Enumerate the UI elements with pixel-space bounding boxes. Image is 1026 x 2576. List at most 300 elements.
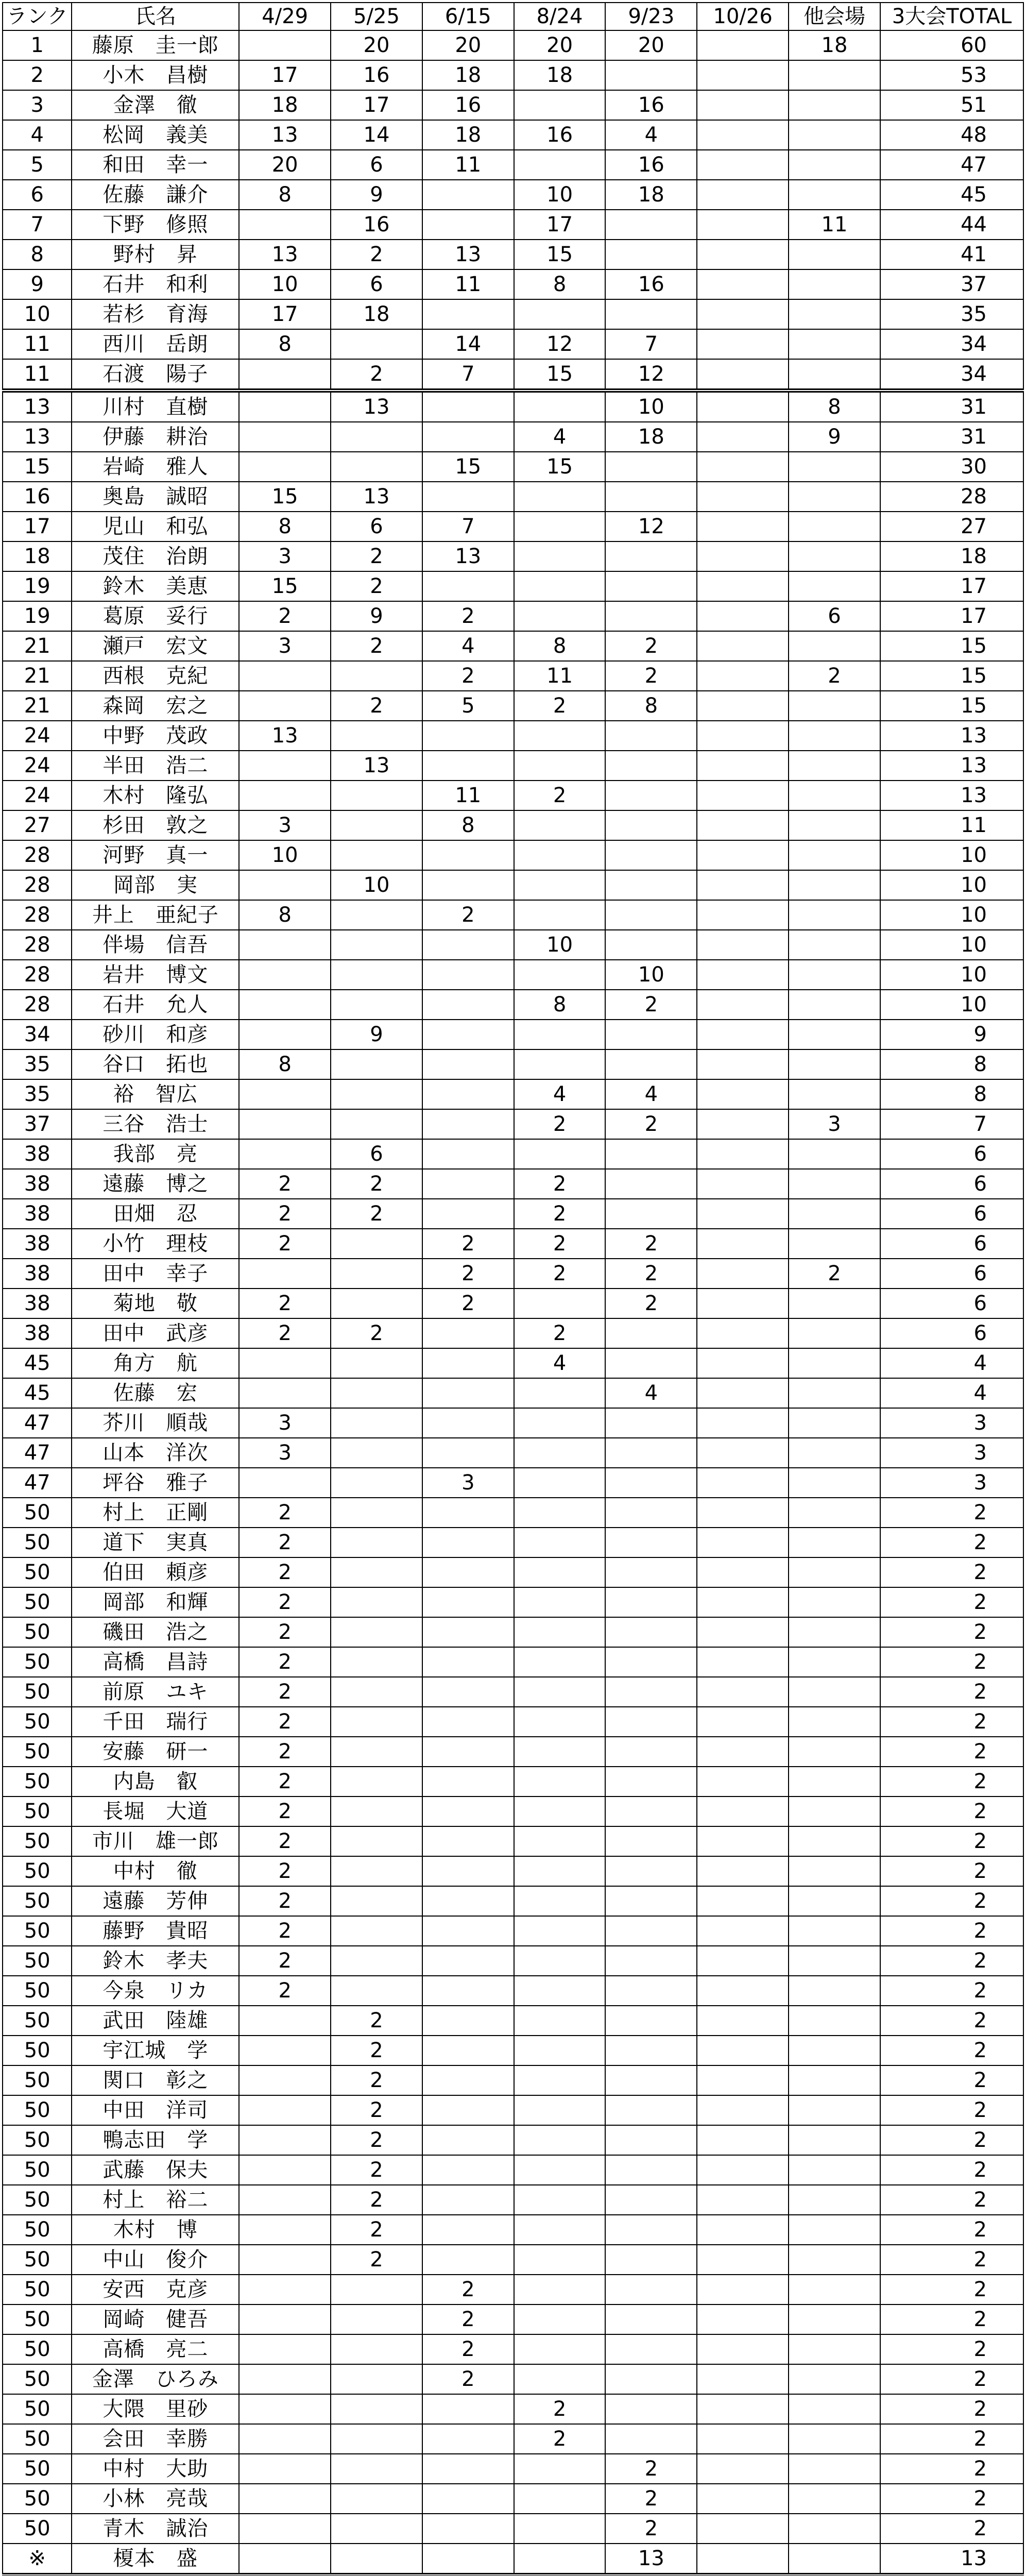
other-venue-cell: [789, 1139, 880, 1169]
event-0923-cell: [605, 751, 697, 781]
event-1026-cell: [697, 1557, 789, 1587]
event-0615-cell: [422, 1557, 514, 1587]
rank-cell: 35: [3, 1049, 72, 1079]
rank-cell: 50: [3, 2394, 72, 2424]
event-0923-cell: [605, 1169, 697, 1199]
name-cell: 若杉 育海: [72, 299, 239, 329]
event-0824-cell: 8: [514, 631, 606, 661]
event-0429-cell: 13: [239, 240, 331, 269]
event-0429-cell: 17: [239, 60, 331, 90]
total-cell: 45: [880, 180, 1023, 210]
event-0429-cell: 2: [239, 1229, 331, 1259]
event-1026-cell: [697, 1079, 789, 1109]
event-0824-cell: [514, 1886, 606, 1916]
total-cell: 6: [880, 1259, 1023, 1289]
table-row: [3, 1259, 1023, 1289]
table-row: [3, 1797, 1023, 1826]
event-0525-cell: [331, 2334, 422, 2364]
event-0615-cell: 2: [422, 1289, 514, 1318]
rank-cell: 50: [3, 1707, 72, 1737]
rank-cell: 50: [3, 1856, 72, 1886]
rank-cell: 10: [3, 299, 72, 329]
event-0615-cell: [422, 180, 514, 210]
event-1026-cell: [697, 2484, 789, 2514]
event-0429-cell: 2: [239, 1976, 331, 2006]
total-cell: 2: [880, 2245, 1023, 2275]
event-1026-cell: [697, 1528, 789, 1557]
event-0923-cell: [605, 900, 697, 930]
rank-cell: 50: [3, 2275, 72, 2304]
name-cell: 我部 亮: [72, 1139, 239, 1169]
name-cell: 関口 彰之: [72, 2065, 239, 2095]
rank-cell: 50: [3, 2334, 72, 2364]
event-0923-cell: [605, 2185, 697, 2215]
event-0429-cell: [239, 691, 331, 721]
event-1026-cell: [697, 2095, 789, 2125]
other-venue-cell: [789, 2544, 880, 2575]
total-cell: 47: [880, 150, 1023, 180]
total-cell: 2: [880, 1886, 1023, 1916]
table-row: [3, 1289, 1023, 1318]
table-row: [3, 90, 1023, 120]
other-venue-cell: [789, 1826, 880, 1856]
event-0824-cell: 4: [514, 1079, 606, 1109]
event-0824-cell: [514, 150, 606, 180]
name-cell: 市川 雄一郎: [72, 1826, 239, 1856]
table-row: [3, 210, 1023, 240]
event-0525-cell: 13: [331, 391, 422, 422]
event-0615-cell: [422, 1946, 514, 1976]
event-0525-cell: [331, 1259, 422, 1289]
table-row: [3, 541, 1023, 571]
event-0923-cell: [605, 930, 697, 960]
event-0615-cell: [422, 1378, 514, 1408]
table-row: [3, 512, 1023, 541]
event-0429-cell: 2: [239, 1916, 331, 1946]
event-0923-cell: [605, 2006, 697, 2036]
other-venue-cell: [789, 2125, 880, 2155]
event-1026-cell: [697, 1378, 789, 1408]
other-venue-cell: [789, 240, 880, 269]
total-cell: 4: [880, 1378, 1023, 1408]
event-0429-cell: 10: [239, 269, 331, 299]
other-venue-cell: [789, 930, 880, 960]
event-1026-cell: [697, 90, 789, 120]
event-0923-cell: [605, 1348, 697, 1378]
event-0923-cell: [605, 1737, 697, 1767]
event-0525-cell: [331, 1737, 422, 1767]
event-0615-cell: [422, 2185, 514, 2215]
other-venue-cell: [789, 2484, 880, 2514]
header-row: [3, 3, 1023, 30]
event-1026-cell: [697, 2125, 789, 2155]
name-cell: 川村 直樹: [72, 391, 239, 422]
event-1026-cell: [697, 1468, 789, 1498]
event-1026-cell: [697, 721, 789, 751]
table-row: [3, 2095, 1023, 2125]
rank-cell: 24: [3, 751, 72, 781]
ranking-sheet: [2, 2, 1024, 2576]
table-row: [3, 960, 1023, 990]
event-0429-cell: 8: [239, 329, 331, 359]
event-0615-cell: 7: [422, 359, 514, 391]
other-venue-cell: [789, 691, 880, 721]
event-0429-cell: [239, 870, 331, 900]
name-cell: 中村 大助: [72, 2454, 239, 2484]
rank-cell: 50: [3, 1886, 72, 1916]
total-cell: 15: [880, 631, 1023, 661]
event-0429-cell: [239, 1109, 331, 1139]
event-0525-cell: [331, 1049, 422, 1079]
rank-cell: 50: [3, 1916, 72, 1946]
total-cell: 2: [880, 1826, 1023, 1856]
name-cell: 小竹 理枝: [72, 1229, 239, 1259]
event-0923-cell: [605, 1498, 697, 1528]
event-0429-cell: 8: [239, 512, 331, 541]
other-venue-cell: 3: [789, 1109, 880, 1139]
other-venue-cell: 8: [789, 391, 880, 422]
other-venue-cell: [789, 751, 880, 781]
name-cell: 葛原 妥行: [72, 601, 239, 631]
rank-cell: 21: [3, 631, 72, 661]
event-0525-cell: 2: [331, 359, 422, 391]
event-0615-cell: [422, 422, 514, 452]
event-0923-cell: [605, 2275, 697, 2304]
event-1026-cell: [697, 329, 789, 359]
other-venue-cell: [789, 2185, 880, 2215]
event-0824-cell: [514, 2484, 606, 2514]
rank-cell: 50: [3, 1528, 72, 1557]
other-venue-cell: [789, 1348, 880, 1378]
other-venue-cell: [789, 2364, 880, 2394]
event-0525-cell: 2: [331, 631, 422, 661]
event-0525-cell: [331, 329, 422, 359]
name-cell: 佐藤 宏: [72, 1378, 239, 1408]
name-cell: 遠藤 博之: [72, 1169, 239, 1199]
event-0824-cell: 16: [514, 120, 606, 150]
event-1026-cell: [697, 541, 789, 571]
header-event-0824: 8/24: [514, 3, 606, 30]
other-venue-cell: [789, 120, 880, 150]
rank-cell: 50: [3, 1617, 72, 1647]
total-cell: 2: [880, 1528, 1023, 1557]
event-1026-cell: [697, 990, 789, 1020]
event-0429-cell: [239, 391, 331, 422]
other-venue-cell: [789, 631, 880, 661]
event-0824-cell: [514, 299, 606, 329]
event-0615-cell: [422, 1408, 514, 1438]
other-venue-cell: [789, 870, 880, 900]
event-0525-cell: 6: [331, 150, 422, 180]
event-0615-cell: [422, 751, 514, 781]
event-0429-cell: [239, 2334, 331, 2364]
name-cell: 坪谷 雅子: [72, 1468, 239, 1498]
event-0429-cell: [239, 2185, 331, 2215]
event-0824-cell: [514, 870, 606, 900]
event-0525-cell: 6: [331, 269, 422, 299]
event-0429-cell: 3: [239, 1408, 331, 1438]
rank-cell: 11: [3, 329, 72, 359]
total-cell: 2: [880, 2185, 1023, 2215]
event-0429-cell: 2: [239, 1557, 331, 1587]
name-cell: 武藤 保夫: [72, 2155, 239, 2185]
table-row: [3, 2394, 1023, 2424]
total-cell: 17: [880, 601, 1023, 631]
event-1026-cell: [697, 1498, 789, 1528]
event-0429-cell: 15: [239, 571, 331, 601]
event-0923-cell: 12: [605, 512, 697, 541]
event-0923-cell: [605, 1139, 697, 1169]
event-0615-cell: [422, 1856, 514, 1886]
event-0615-cell: [422, 1169, 514, 1199]
event-1026-cell: [697, 1229, 789, 1259]
event-0923-cell: [605, 721, 697, 751]
rank-cell: 50: [3, 1557, 72, 1587]
event-0429-cell: 13: [239, 721, 331, 751]
table-row: [3, 2036, 1023, 2065]
event-0429-cell: [239, 30, 331, 60]
event-0615-cell: 2: [422, 661, 514, 691]
event-0525-cell: [331, 840, 422, 870]
total-cell: 34: [880, 329, 1023, 359]
event-0824-cell: [514, 90, 606, 120]
event-0923-cell: [605, 2364, 697, 2394]
rank-cell: 13: [3, 391, 72, 422]
rank-cell: 7: [3, 210, 72, 240]
other-venue-cell: [789, 1677, 880, 1707]
total-cell: 44: [880, 210, 1023, 240]
other-venue-cell: [789, 1049, 880, 1079]
name-cell: 小木 昌樹: [72, 60, 239, 90]
name-cell: 青木 誠治: [72, 2514, 239, 2544]
event-1026-cell: [697, 482, 789, 512]
table-row: [3, 930, 1023, 960]
other-venue-cell: 2: [789, 1259, 880, 1289]
other-venue-cell: [789, 1767, 880, 1797]
other-venue-cell: 6: [789, 601, 880, 631]
table-row: [3, 900, 1023, 930]
event-0525-cell: 2: [331, 2245, 422, 2275]
header-name: 氏名: [72, 3, 239, 30]
table-row: [3, 1199, 1023, 1229]
event-0615-cell: [422, 1020, 514, 1049]
rank-cell: 47: [3, 1408, 72, 1438]
event-0824-cell: [514, 2304, 606, 2334]
total-cell: 2: [880, 2215, 1023, 2245]
event-0923-cell: [605, 1856, 697, 1886]
name-cell: 会田 幸勝: [72, 2424, 239, 2454]
event-0429-cell: [239, 359, 331, 391]
event-0429-cell: [239, 2364, 331, 2394]
event-0923-cell: [605, 1408, 697, 1438]
event-0824-cell: [514, 2095, 606, 2125]
event-0923-cell: 4: [605, 120, 697, 150]
name-cell: 松岡 義美: [72, 120, 239, 150]
name-cell: 佐藤 謙介: [72, 180, 239, 210]
table-row: [3, 422, 1023, 452]
rank-cell: 38: [3, 1139, 72, 1169]
other-venue-cell: [789, 1438, 880, 1468]
event-0429-cell: [239, 2544, 331, 2575]
event-0525-cell: [331, 2304, 422, 2334]
event-0429-cell: [239, 2394, 331, 2424]
event-1026-cell: [697, 2036, 789, 2065]
event-0615-cell: 14: [422, 329, 514, 359]
event-0824-cell: [514, 721, 606, 751]
other-venue-cell: [789, 329, 880, 359]
event-0824-cell: 4: [514, 1348, 606, 1378]
other-venue-cell: [789, 359, 880, 391]
event-0429-cell: [239, 210, 331, 240]
total-cell: 2: [880, 1916, 1023, 1946]
event-0525-cell: 14: [331, 120, 422, 150]
event-0824-cell: [514, 1976, 606, 2006]
event-1026-cell: [697, 452, 789, 482]
event-0429-cell: 2: [239, 1946, 331, 1976]
event-0525-cell: 2: [331, 1318, 422, 1348]
event-0615-cell: [422, 960, 514, 990]
event-1026-cell: [697, 1289, 789, 1318]
other-venue-cell: [789, 2036, 880, 2065]
event-0824-cell: 2: [514, 1259, 606, 1289]
table-row: [3, 391, 1023, 422]
event-0923-cell: 10: [605, 960, 697, 990]
total-cell: 27: [880, 512, 1023, 541]
table-row: [3, 1498, 1023, 1528]
event-0923-cell: 2: [605, 1229, 697, 1259]
event-0824-cell: [514, 840, 606, 870]
event-0824-cell: [514, 1916, 606, 1946]
rank-cell: 19: [3, 571, 72, 601]
table-row: [3, 299, 1023, 329]
event-0429-cell: 2: [239, 1498, 331, 1528]
name-cell: 木村 隆弘: [72, 781, 239, 810]
name-cell: 藤野 貴昭: [72, 1916, 239, 1946]
event-0923-cell: [605, 1049, 697, 1079]
other-venue-cell: [789, 180, 880, 210]
event-0525-cell: [331, 1856, 422, 1886]
event-0429-cell: 2: [239, 1318, 331, 1348]
event-1026-cell: [697, 1617, 789, 1647]
event-0429-cell: 2: [239, 1647, 331, 1677]
event-0615-cell: 18: [422, 60, 514, 90]
event-0923-cell: [605, 210, 697, 240]
event-0525-cell: [331, 422, 422, 452]
event-0429-cell: 3: [239, 631, 331, 661]
event-0525-cell: [331, 960, 422, 990]
total-cell: 3: [880, 1438, 1023, 1468]
event-0824-cell: 2: [514, 1318, 606, 1348]
other-venue-cell: [789, 2514, 880, 2544]
event-0923-cell: [605, 1647, 697, 1677]
name-cell: 安西 克彦: [72, 2275, 239, 2304]
total-cell: 2: [880, 1587, 1023, 1617]
name-cell: 角方 航: [72, 1348, 239, 1378]
total-cell: 13: [880, 751, 1023, 781]
table-row: [3, 1049, 1023, 1079]
total-cell: 2: [880, 2364, 1023, 2394]
table-row: [3, 2484, 1023, 2514]
event-0615-cell: [422, 2484, 514, 2514]
total-cell: 3: [880, 1408, 1023, 1438]
event-0824-cell: [514, 2454, 606, 2484]
rank-cell: 19: [3, 601, 72, 631]
event-0615-cell: [422, 1677, 514, 1707]
event-0525-cell: [331, 810, 422, 840]
event-1026-cell: [697, 2006, 789, 2036]
event-1026-cell: [697, 2394, 789, 2424]
other-venue-cell: 18: [789, 30, 880, 60]
event-0429-cell: 17: [239, 299, 331, 329]
event-0525-cell: [331, 990, 422, 1020]
event-0525-cell: 6: [331, 1139, 422, 1169]
rank-cell: 27: [3, 810, 72, 840]
event-0824-cell: 15: [514, 452, 606, 482]
event-0923-cell: [605, 1438, 697, 1468]
event-0615-cell: [422, 2155, 514, 2185]
event-1026-cell: [697, 960, 789, 990]
event-0525-cell: [331, 452, 422, 482]
event-0923-cell: [605, 2424, 697, 2454]
event-0615-cell: 3: [422, 1468, 514, 1498]
total-cell: 2: [880, 2514, 1023, 2544]
event-0429-cell: 3: [239, 541, 331, 571]
event-1026-cell: [697, 2544, 789, 2575]
other-venue-cell: [789, 1169, 880, 1199]
event-0824-cell: [514, 2245, 606, 2275]
name-cell: 下野 修照: [72, 210, 239, 240]
event-0525-cell: [331, 1528, 422, 1557]
other-venue-cell: [789, 1976, 880, 2006]
event-0824-cell: [514, 391, 606, 422]
event-1026-cell: [697, 691, 789, 721]
table-row: [3, 1826, 1023, 1856]
rank-cell: 50: [3, 2155, 72, 2185]
event-0923-cell: [605, 1707, 697, 1737]
event-0824-cell: [514, 2514, 606, 2544]
event-0923-cell: [605, 1946, 697, 1976]
event-1026-cell: [697, 1916, 789, 1946]
name-cell: 岡崎 健吾: [72, 2304, 239, 2334]
event-0525-cell: [331, 1408, 422, 1438]
event-0525-cell: 13: [331, 482, 422, 512]
rank-cell: 4: [3, 120, 72, 150]
event-0525-cell: 2: [331, 2185, 422, 2215]
event-0923-cell: [605, 810, 697, 840]
name-cell: 裕 智広: [72, 1079, 239, 1109]
total-cell: 2: [880, 1856, 1023, 1886]
event-0429-cell: [239, 1348, 331, 1378]
name-cell: 野村 昇: [72, 240, 239, 269]
event-0824-cell: 12: [514, 329, 606, 359]
event-0615-cell: [422, 1976, 514, 2006]
other-venue-cell: [789, 1707, 880, 1737]
event-0429-cell: 2: [239, 1737, 331, 1767]
name-cell: 岡部 実: [72, 870, 239, 900]
event-0615-cell: [422, 1647, 514, 1677]
event-0824-cell: 8: [514, 990, 606, 1020]
event-0525-cell: [331, 661, 422, 691]
event-0429-cell: [239, 1468, 331, 1498]
table-row: [3, 2155, 1023, 2185]
other-venue-cell: [789, 1289, 880, 1318]
event-0429-cell: [239, 2006, 331, 2036]
name-cell: 長堀 大道: [72, 1797, 239, 1826]
event-0525-cell: [331, 1109, 422, 1139]
table-row: [3, 1378, 1023, 1408]
event-0615-cell: [422, 930, 514, 960]
total-cell: 31: [880, 422, 1023, 452]
